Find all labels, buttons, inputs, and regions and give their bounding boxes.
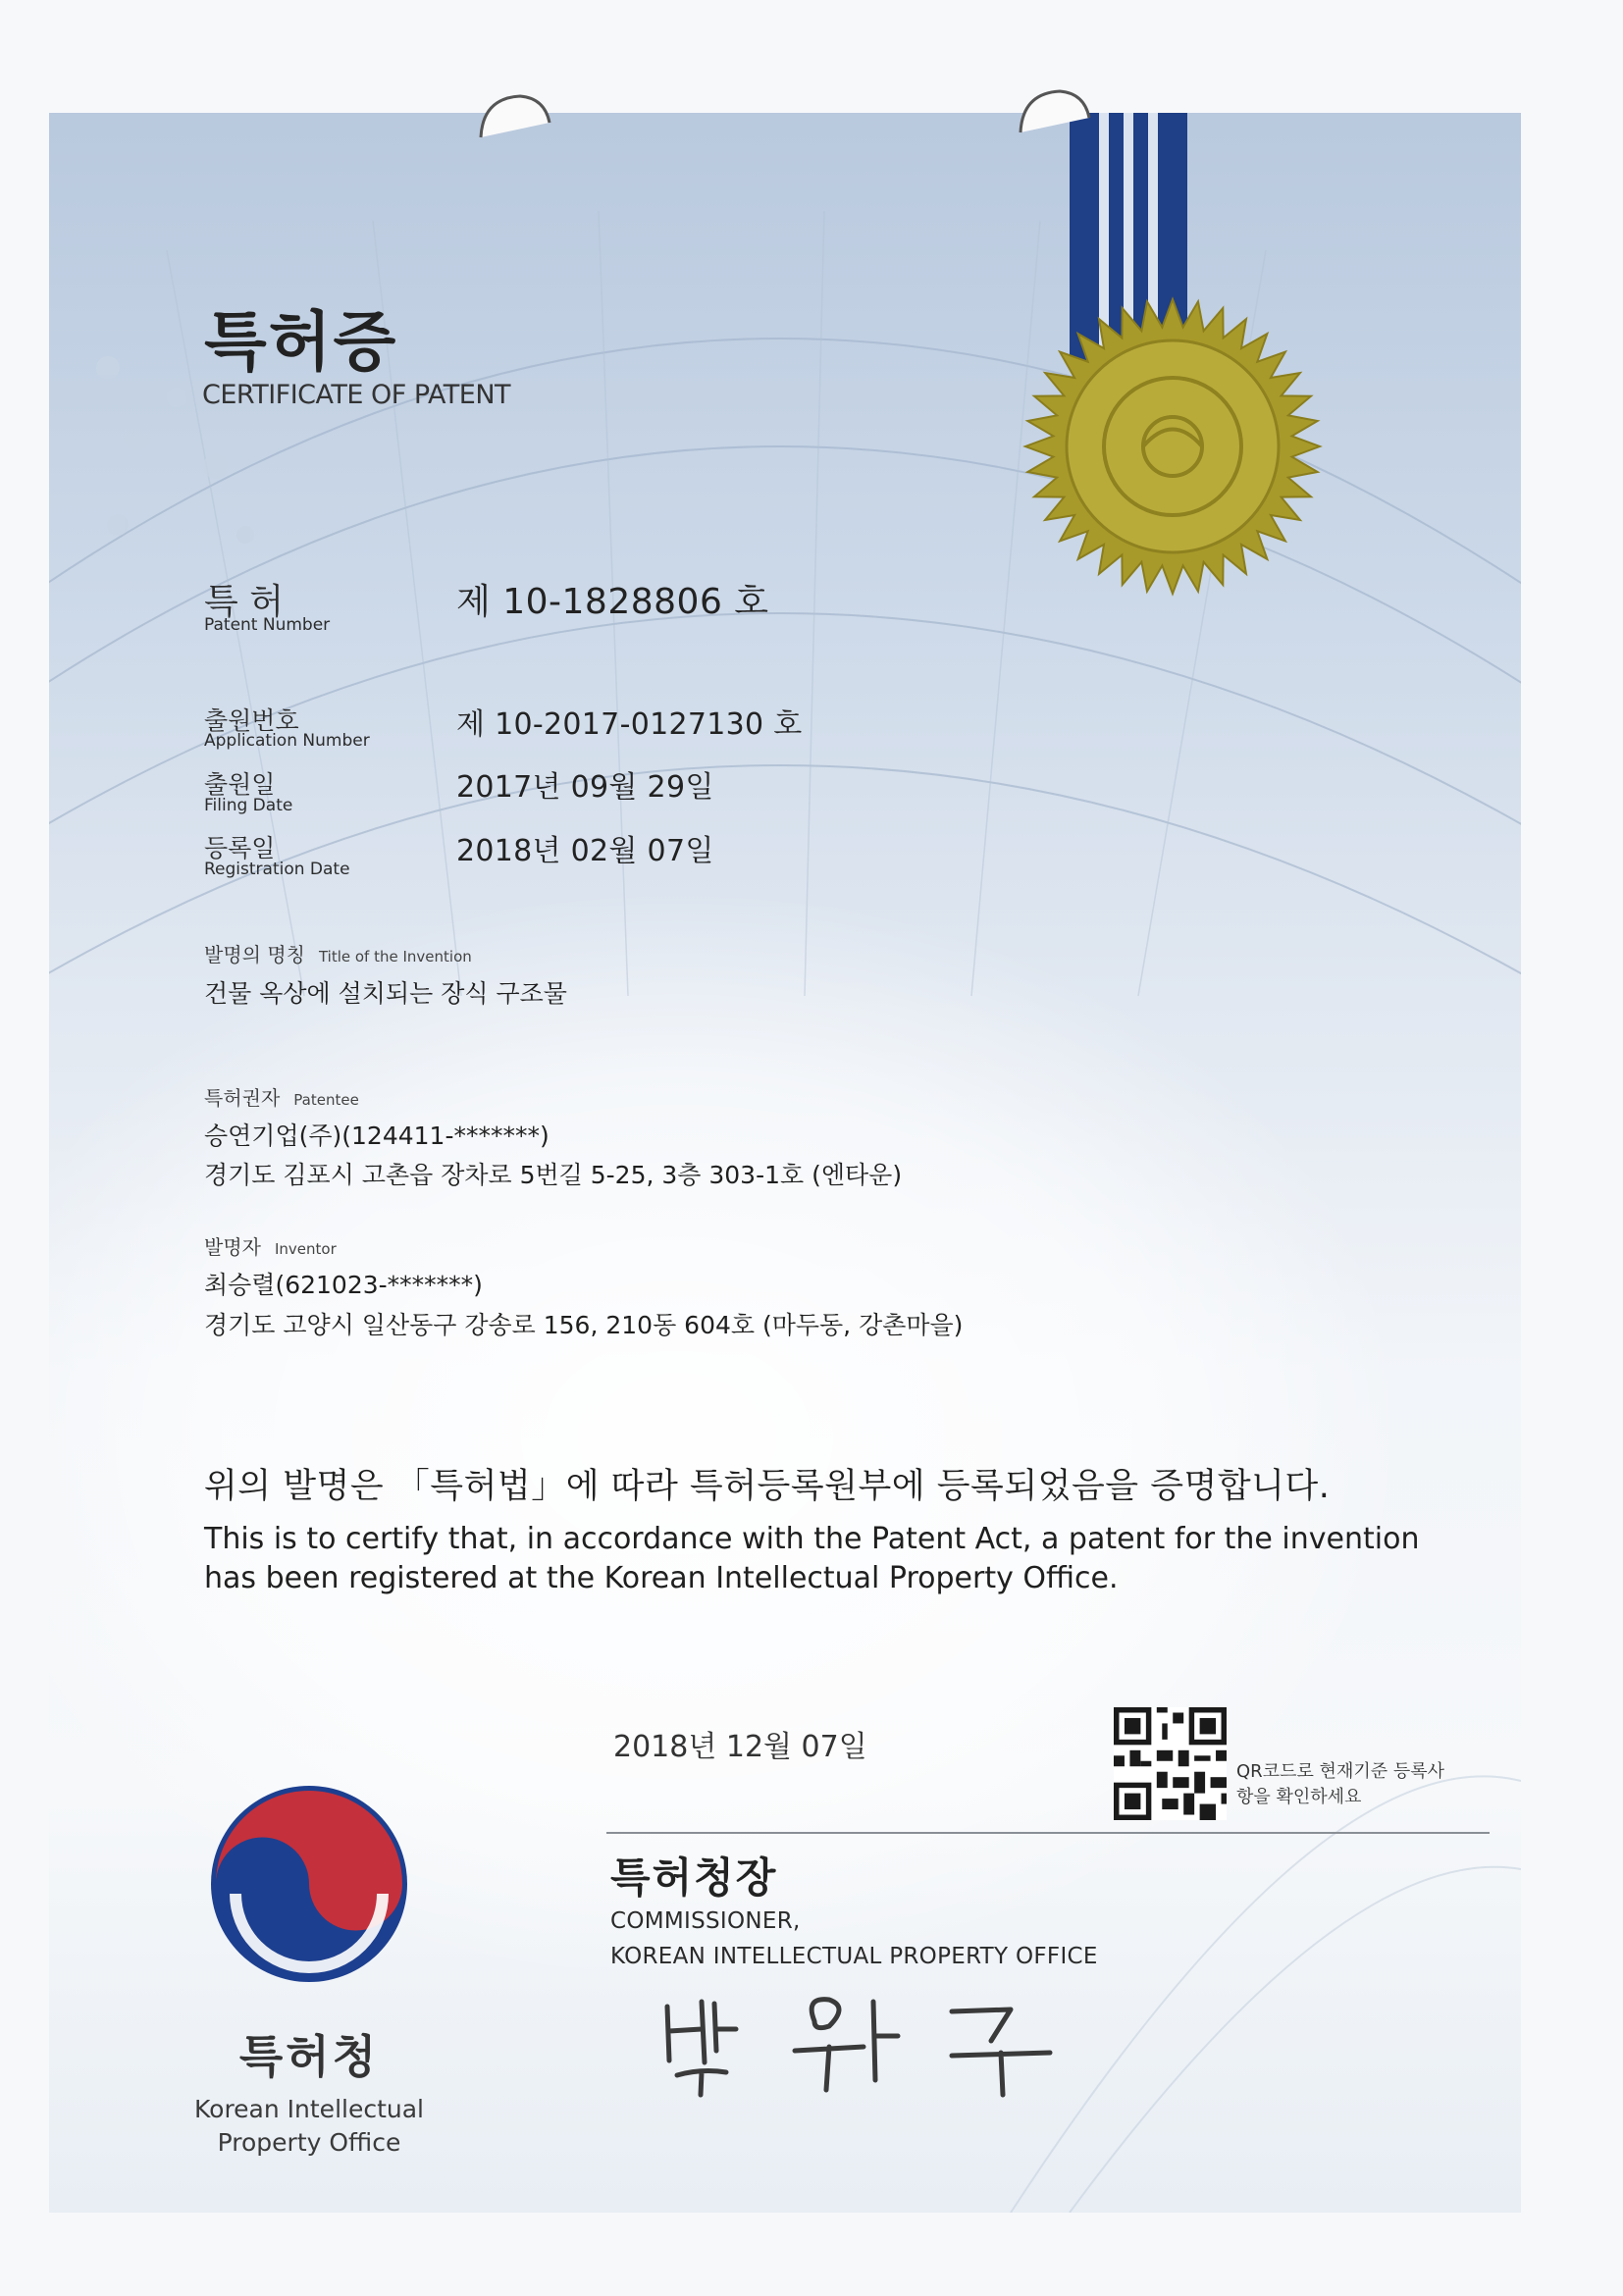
certification-statement-ko: 위의 발명은 「특허법」에 따라 특허등록원부에 등록되었음을 증명합니다. [204, 1467, 1331, 1506]
filing-date-value: 2017년 09월 29일 [456, 770, 714, 805]
application-number-label: 출원번호 [204, 706, 299, 735]
qr-note: QR코드로 현재기준 등록사항을 확인하세요 [1236, 1761, 1444, 1807]
signature [657, 1982, 1070, 2100]
qr-code-icon[interactable] [1114, 1707, 1227, 1820]
issue-date: 2018년 12월 07일 [613, 1730, 867, 1764]
filing-date-label-en: Filing Date [204, 796, 293, 815]
commissioner-title-en-1: COMMISSIONER, [610, 1908, 801, 1934]
patentee-name: 승연기업(주)(124411-*******) [204, 1122, 550, 1150]
inventor-label: 발명자 Inventor [204, 1235, 337, 1259]
registration-date-label-en: Registration Date [204, 860, 350, 879]
registration-date-value: 2018년 02월 07일 [456, 834, 714, 868]
patent-number-value: 제 10-1828806 호 [456, 582, 769, 622]
patentee-address: 경기도 김포시 고촌읍 장차로 5번길 5-25, 3층 303-1호 (엔타운) [204, 1161, 903, 1189]
commissioner-title-en-2: KOREAN INTELLECTUAL PROPERTY OFFICE [610, 1944, 1098, 1969]
commissioner-title-ko: 특허청장 [610, 1853, 778, 1902]
patent-number-label-en: Patent Number [204, 615, 331, 635]
binder-holes [0, 0, 1623, 216]
kipo-emblem-icon [196, 1771, 422, 1997]
application-number-value: 제 10-2017-0127130 호 [456, 707, 803, 742]
certification-statement-en-1: This is to certify that, in accordance with the Patent Act, a patent for the invention [204, 1522, 1420, 1556]
patentee-label: 특허권자 Patentee [204, 1086, 359, 1110]
certification-statement-en-2: has been registered at the Korean Intellectual Property Office. [204, 1561, 1119, 1595]
page-subtitle: CERTIFICATE OF PATENT [202, 380, 511, 410]
page-title: 특허증 [204, 304, 398, 380]
application-number-label-en: Application Number [204, 731, 370, 751]
divider-line [606, 1832, 1490, 1834]
inventor-name: 최승렬(621023-*******) [204, 1271, 483, 1299]
filing-date-label: 출원일 [204, 770, 276, 799]
patent-number-label: 특 허 [204, 582, 284, 622]
office-name-en: Korean Intellectual Property Office [194, 2095, 424, 2157]
inventor-address: 경기도 고양시 일산동구 강송로 156, 210동 604호 (마두동, 강촌마을) [204, 1311, 964, 1339]
gold-seal [1021, 294, 1325, 599]
office-name-ko: 특허청 [238, 2030, 380, 2083]
registration-date-label: 등록일 [204, 834, 276, 862]
invention-title-value: 건물 옥상에 설치되는 장식 구조물 [204, 979, 567, 1008]
invention-title-label: 발명의 명칭 Title of the Invention [204, 943, 472, 966]
certificate-sheet [49, 113, 1521, 2213]
